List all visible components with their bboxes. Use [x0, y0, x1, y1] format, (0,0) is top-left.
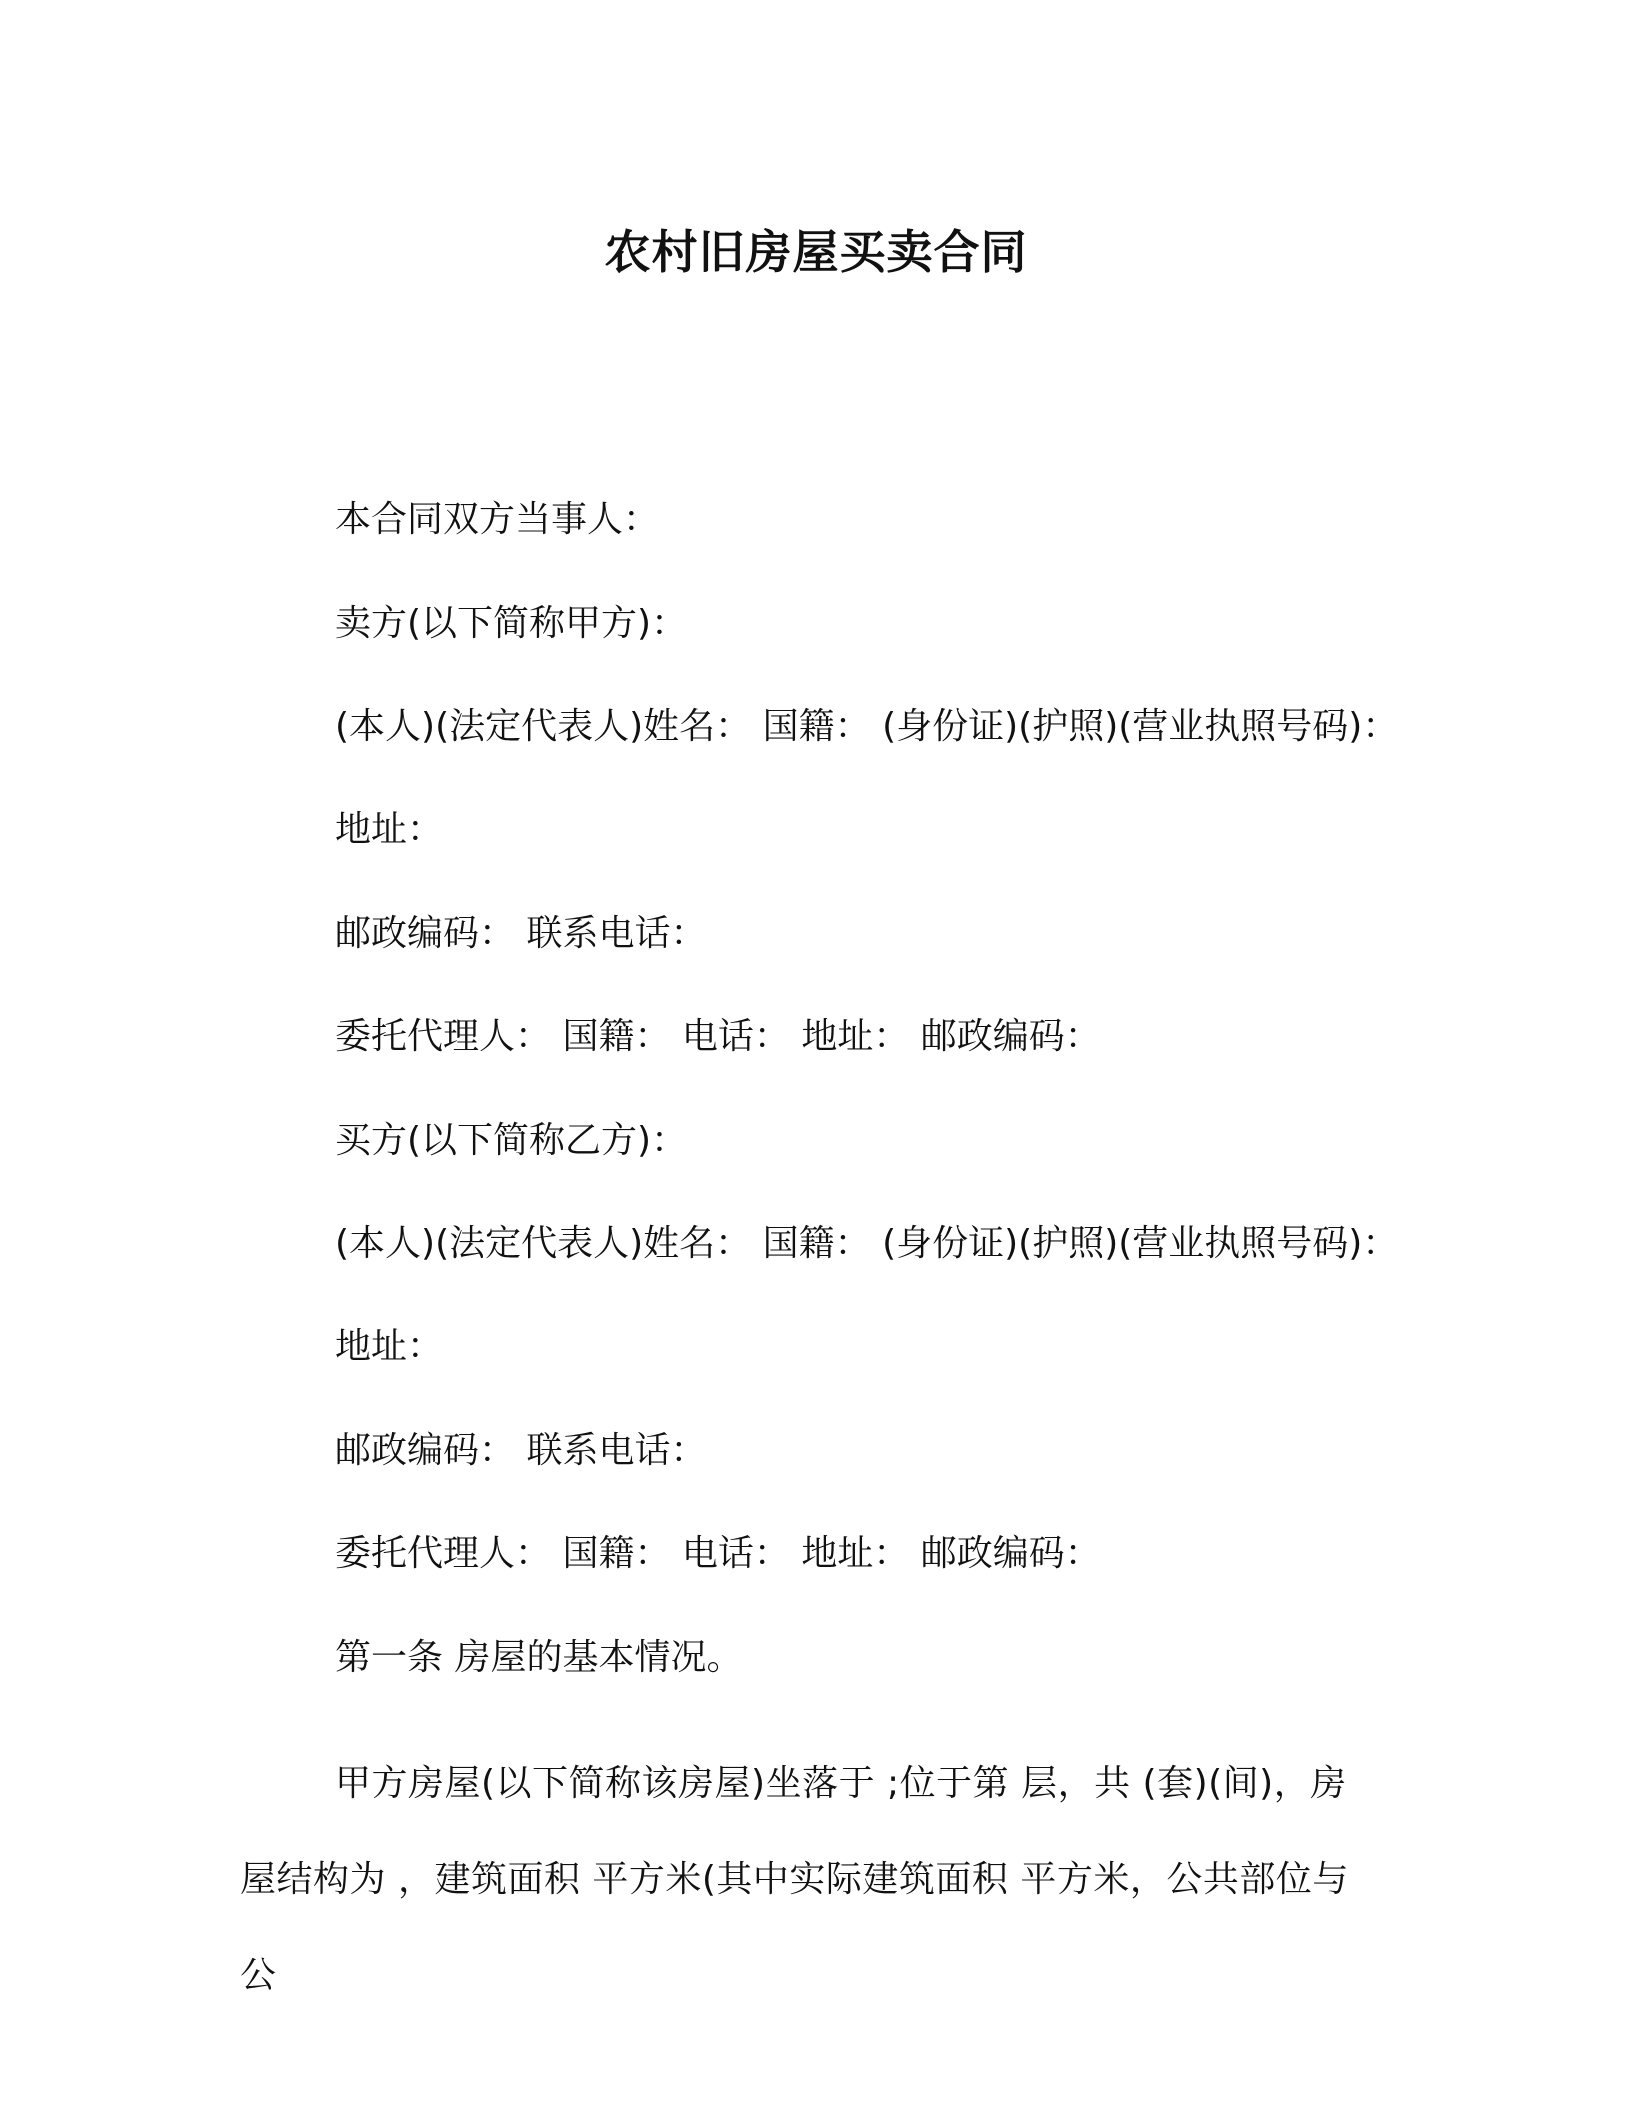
- buyer-postcode-phone-line: 邮政编码： 联系电话：: [335, 1430, 707, 1471]
- article-one-paragraph: 甲方房屋(以下简称该房屋)坐落于 ;位于第 层，共 (套)(间)，房屋结构为 ，建筑面积 平方米(其中实际建筑面积 平方米，公共部位与公: [240, 1763, 1349, 1996]
- seller-identity-line: (本人)(法定代表人)姓名： 国籍： (身份证)(护照)(营业执照号码)：: [335, 706, 1399, 747]
- buyer-identity-line: (本人)(法定代表人)姓名： 国籍： (身份证)(护照)(营业执照号码)：: [335, 1223, 1399, 1264]
- seller-postcode-phone-line: 邮政编码： 联系电话：: [335, 913, 707, 954]
- document-title: 农村旧房屋买卖合同: [604, 225, 1028, 279]
- parties-heading: 本合同双方当事人：: [335, 499, 660, 540]
- article-one-heading: 第一条 房屋的基本情况。: [335, 1637, 743, 1678]
- buyer-heading: 买方(以下简称乙方)：: [335, 1120, 688, 1161]
- buyer-agent-line: 委托代理人： 国籍： 电话： 地址： 邮政编码：: [335, 1533, 1101, 1574]
- buyer-address-line: 地址：: [335, 1326, 444, 1367]
- seller-address-line: 地址：: [335, 809, 444, 850]
- seller-agent-line: 委托代理人： 国籍： 电话： 地址： 邮政编码：: [335, 1016, 1101, 1057]
- seller-heading: 卖方(以下简称甲方)：: [335, 603, 688, 644]
